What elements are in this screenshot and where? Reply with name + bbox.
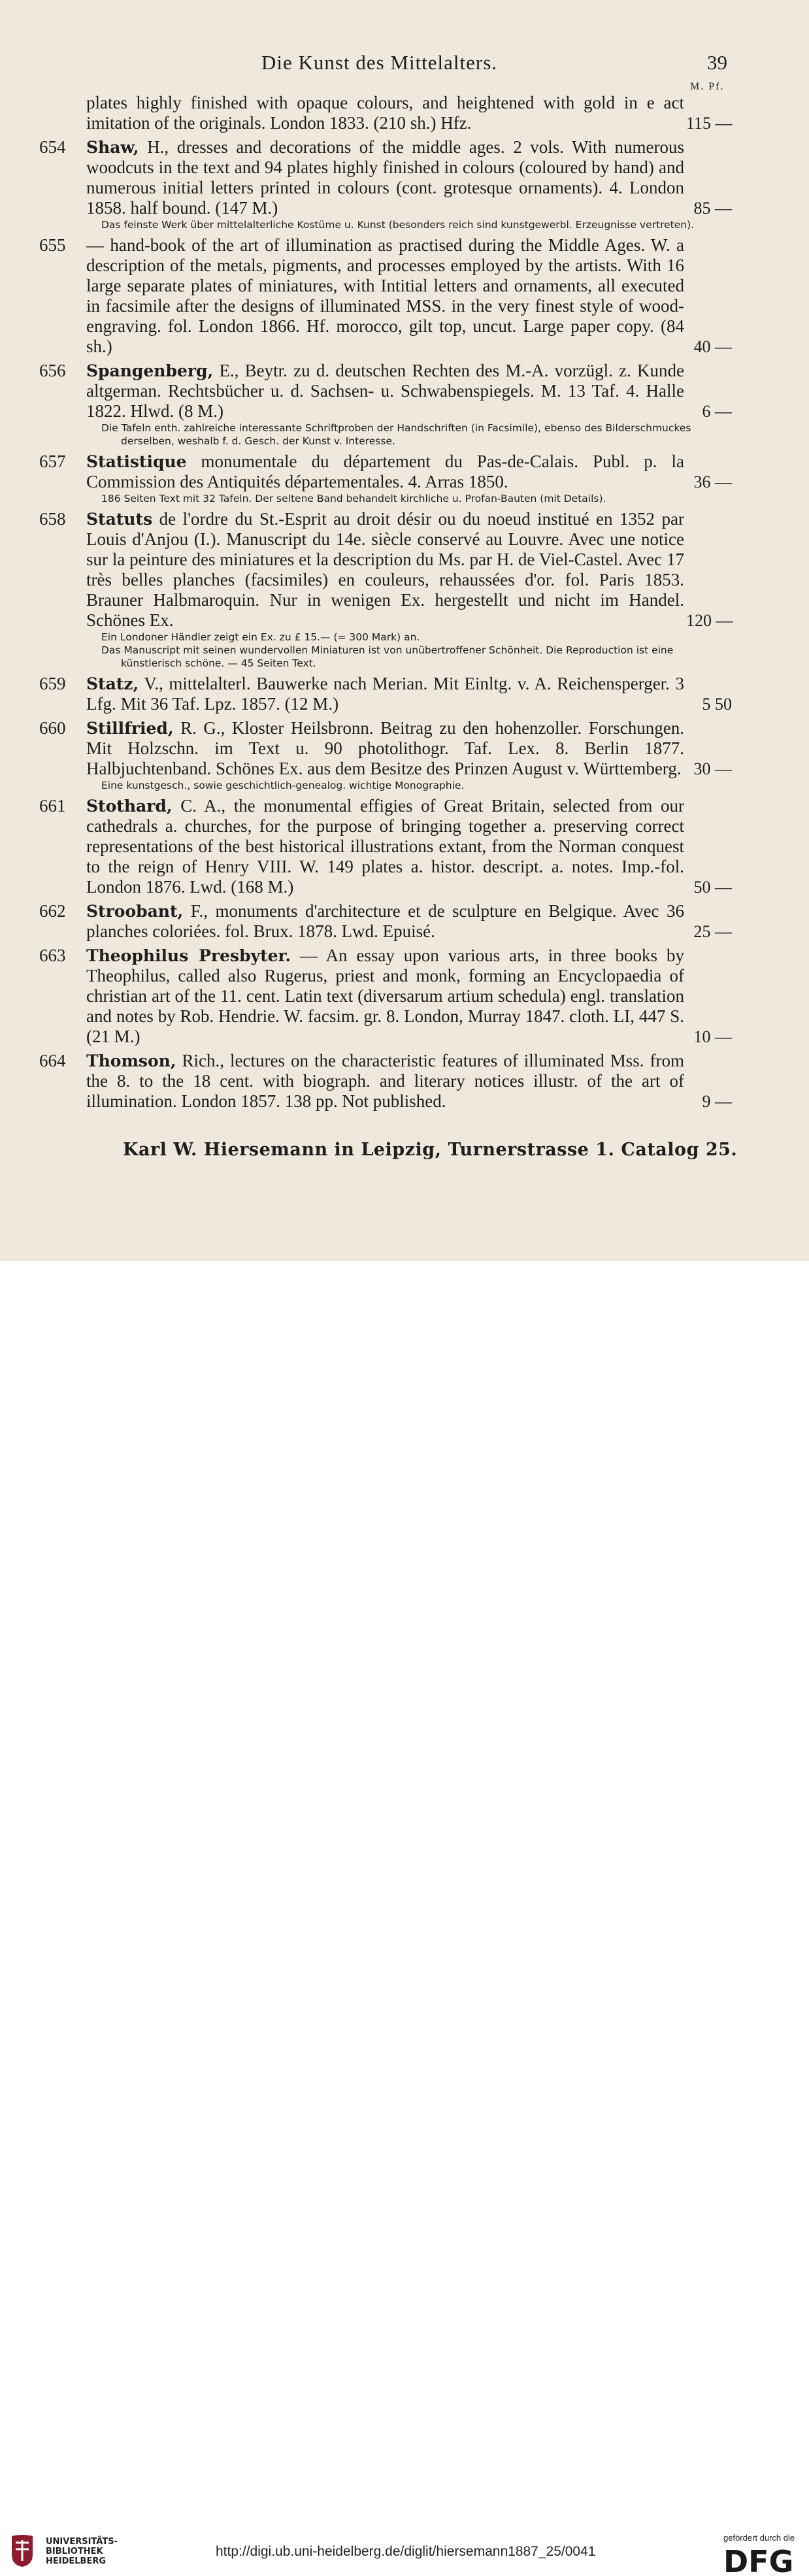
entry-text: F., monuments d'architecture et de sculpture en Belgique. Avec 36 planches coloriées. fol. Brux. 1878. Lwd. Epuisé. xyxy=(86,901,684,941)
running-header xyxy=(0,51,809,77)
entry-note: Das Manuscript mit seinen wundervollen Miniaturen ist von unübertroffener Schönheit. Die Reproduction ist eine künstlerisch schöne. — 45 Seiten Text. xyxy=(101,644,674,669)
catalog-entry xyxy=(39,718,732,792)
entry-heading: Statistique xyxy=(86,452,187,471)
sponsor-caption: gefördert durch die xyxy=(723,2533,795,2543)
entry-price: 40 — xyxy=(693,337,732,356)
entry-price: 120 — xyxy=(686,611,733,630)
library-name-line-1: UNIVERSITÄTS- xyxy=(46,2537,118,2547)
entry-number: 662 xyxy=(39,901,66,921)
entry-number: 661 xyxy=(39,796,66,816)
permalink-url[interactable]: http://digi.ub.uni-heidelberg.de/diglit/hiersemann1887_25/0041 xyxy=(216,2544,596,2559)
entry-body xyxy=(86,235,684,357)
entry-note: Das feinste Werk über mittelalterliche Kostüme u. Kunst (besonders reich sind kunstgewerbl. Erzeugnisse vertreten). xyxy=(101,219,695,231)
entry-price: 5 50 xyxy=(702,695,732,714)
entry-price: 115 — xyxy=(686,114,733,133)
entry-body xyxy=(86,674,684,714)
catalog-entry xyxy=(39,509,732,670)
entry-note: Eine kunstgesch., sowie geschichtlich-genealog. wichtige Monographie. xyxy=(101,780,465,791)
entry-text: plates highly finished with opaque colours, and heightened with gold in e act imitation of the originals. London 1833. (210 sh.) Hfz. xyxy=(86,93,684,133)
entry-price: 6 — xyxy=(702,402,732,421)
entry-heading: Spangenberg, xyxy=(86,361,214,380)
catalog-entry xyxy=(39,901,732,942)
catalog-entry xyxy=(39,93,732,133)
entry-number: 658 xyxy=(39,509,66,529)
entry-body xyxy=(86,93,684,133)
entry-heading: Stroobant, xyxy=(86,902,184,921)
entry-body xyxy=(86,509,684,631)
entry-heading: Statuts xyxy=(86,510,153,529)
entry-heading: Statz, xyxy=(86,674,139,693)
entry-note: Die Tafeln enth. zahlreiche interessante Schriftproben der Handschriften (in Facsimile), ebenso des Bilderschmuckes derselben, weshalb f. d. Gesch. der Kunst v. Interesse. xyxy=(101,422,691,447)
catalog-entry xyxy=(39,235,732,357)
entry-body xyxy=(86,901,684,942)
catalog-entry xyxy=(39,452,732,505)
catalog-entry xyxy=(39,946,732,1047)
library-name xyxy=(46,2537,118,2566)
entry-number: 664 xyxy=(39,1051,66,1070)
scanned-page xyxy=(0,0,809,1261)
entry-price: 10 — xyxy=(693,1027,732,1046)
university-library-logo-icon xyxy=(9,2535,35,2568)
catalog-entries xyxy=(39,93,732,1115)
entry-number: 654 xyxy=(39,137,66,157)
entry-body xyxy=(86,718,684,779)
entry-heading: Shaw, xyxy=(86,138,139,157)
entry-price: 85 — xyxy=(693,199,732,218)
publisher-footer: Karl W. Hiersemann in Leipzig, Turnerstrasse 1. Catalog 25. xyxy=(123,1140,738,1160)
entry-body xyxy=(86,452,684,492)
entry-price: 36 — xyxy=(693,472,732,491)
entry-heading: Stillfried, xyxy=(86,719,174,738)
entry-heading: Stothard, xyxy=(86,797,173,816)
entry-number: 656 xyxy=(39,361,66,380)
entry-body xyxy=(86,946,684,1047)
catalog-entry xyxy=(39,361,732,448)
entry-text: monumentale du département du Pas-de-Calais. Publ. p. la Commission des Antiquités départementales. 4. Arras 1850. xyxy=(86,452,684,491)
entry-text: E., Beytr. zu d. deutschen Rechten des M.-A. vorzügl. z. Kunde altgerman. Rechtsbücher u. d. Sachsen- u. Schwabenspiegels. M. 13 Taf. 4. Halle 1822. Hlwd. (8 M.) xyxy=(86,361,685,421)
entry-price: 25 — xyxy=(693,922,732,941)
catalog-entry xyxy=(39,674,732,714)
page-number: 39 xyxy=(707,51,727,74)
entry-number: 663 xyxy=(39,946,66,965)
library-name-line-2: BIBLIOTHEK xyxy=(46,2547,103,2556)
entry-number: 655 xyxy=(39,235,66,255)
entry-text: Rich., lectures on the characteristic features of illuminated Mss. from the 8. to the 18 cent. with biograph. and literary notices illustr. of the art of illumination. London 1857. 138 pp. Not published. xyxy=(86,1051,685,1111)
entry-text: — hand-book of the art of illumination as practised during the Middle Ages. W. a description of the metals, pigments, and processes employed by the artists. With 16 large separate plates of miniatures, with Intitial letters and ornaments, all executed in facsimile after the designs of illuminated MSS. in the very finest style of wood-engraving. fol. London 1866. Hf. morocco, gilt top, uncut. Large paper copy. (84 sh.) xyxy=(86,235,684,356)
entry-body xyxy=(86,361,684,421)
entry-body xyxy=(86,796,684,897)
dfg-logo-text: DFG xyxy=(723,2544,794,2576)
entry-number: 657 xyxy=(39,452,66,471)
entry-body xyxy=(86,137,684,218)
entry-text: H., dresses and decorations of the middle ages. 2 vols. With numerous woodcuts in the text and 94 plates highly finished in colours (coloured by hand) and numerous initial letters printed in colours (cont. grotesque ornaments). 4. London 1858. half bound. (147 M.) xyxy=(86,137,684,218)
entry-heading: Theophilus Presbyter. xyxy=(86,946,291,965)
entry-text: C. A., the monumental effigies of Great Britain, selected from our cathedrals a. churches, for the purpose of bringing together a. preserving correct representations of the best historical illustrations extant, from the Norman conquest to the reign of Henry VIII. W. 149 plates a. histor. descript. a. notes. Imp.-fol. London 1876. Lwd. (168 M.) xyxy=(86,796,685,897)
entry-text: V., mittelalterl. Bauwerke nach Merian. Mit Einltg. v. A. Reichensperger. 3 Lfg. Mit 36 Taf. Lpz. 1857. (12 M.) xyxy=(86,674,684,714)
dfg-logo-icon xyxy=(722,2543,801,2576)
entry-body xyxy=(86,1051,684,1112)
entry-number: 659 xyxy=(39,674,66,693)
catalog-entry xyxy=(39,796,732,897)
library-name-line-3: HEIDELBERG xyxy=(46,2556,107,2566)
entry-text: R. G., Kloster Heilsbronn. Beitrag zu den hohenzoller. Forschungen. Mit Holzschn. im Text u. 90 photolithogr. Taf. Lex. 8. Berlin 1877. Halbjuchtenband. Schönes Ex. aus dem Besitze des Prinzen August v. Württemberg. xyxy=(86,718,685,778)
entry-price: 30 — xyxy=(693,759,732,778)
viewer-bottom-bar xyxy=(0,1261,809,2576)
catalog-entry xyxy=(39,137,732,231)
entry-text: — An essay upon various arts, in three books by Theophilus, called also Rugerus, priest and monk, forming an Encyclopaedia of christian art of the 11. cent. Latin text (diversarum artium schedula) engl. translation and notes by Rob. Hendrie. W. facsim. gr. 8. London, Murray 1847. cloth. LI, 447 S. (21 M.) xyxy=(86,946,684,1046)
price-column-head: M. Pf. xyxy=(690,81,725,92)
entry-heading: Thomson, xyxy=(86,1051,176,1070)
page-title: Die Kunst des Mittelalters. xyxy=(261,51,498,74)
catalog-entry xyxy=(39,1051,732,1112)
entry-price: 50 — xyxy=(693,878,732,897)
entry-text: de l'ordre du St.-Esprit au droit désir ou du noeud institué en 1352 par Louis d'Anjou (I.). Manuscript du 14e. siècle conservé au Louvre. Avec une notice sur la peinture des miniatures et la description du Ms. par H. de Viel-Castel. Avec 17 très belles planches (facsimiles) en couleurs, rehaussées d'or. fol. Paris 1853. Brauner Halbmaroquin. Nur in wenigen Ex. hergestellt und nicht im Handel. Schönes Ex. xyxy=(86,509,684,630)
entry-price: 9 — xyxy=(702,1092,732,1111)
entry-number: 660 xyxy=(39,718,66,738)
entry-note: 186 Seiten Text mit 32 Tafeln. Der seltene Band behandelt kirchliche u. Profan-Bauten (mit Details). xyxy=(101,493,606,504)
entry-note: Ein Londoner Händler zeigt ein Ex. zu £ 15.— (= 300 Mark) an. xyxy=(101,631,420,643)
